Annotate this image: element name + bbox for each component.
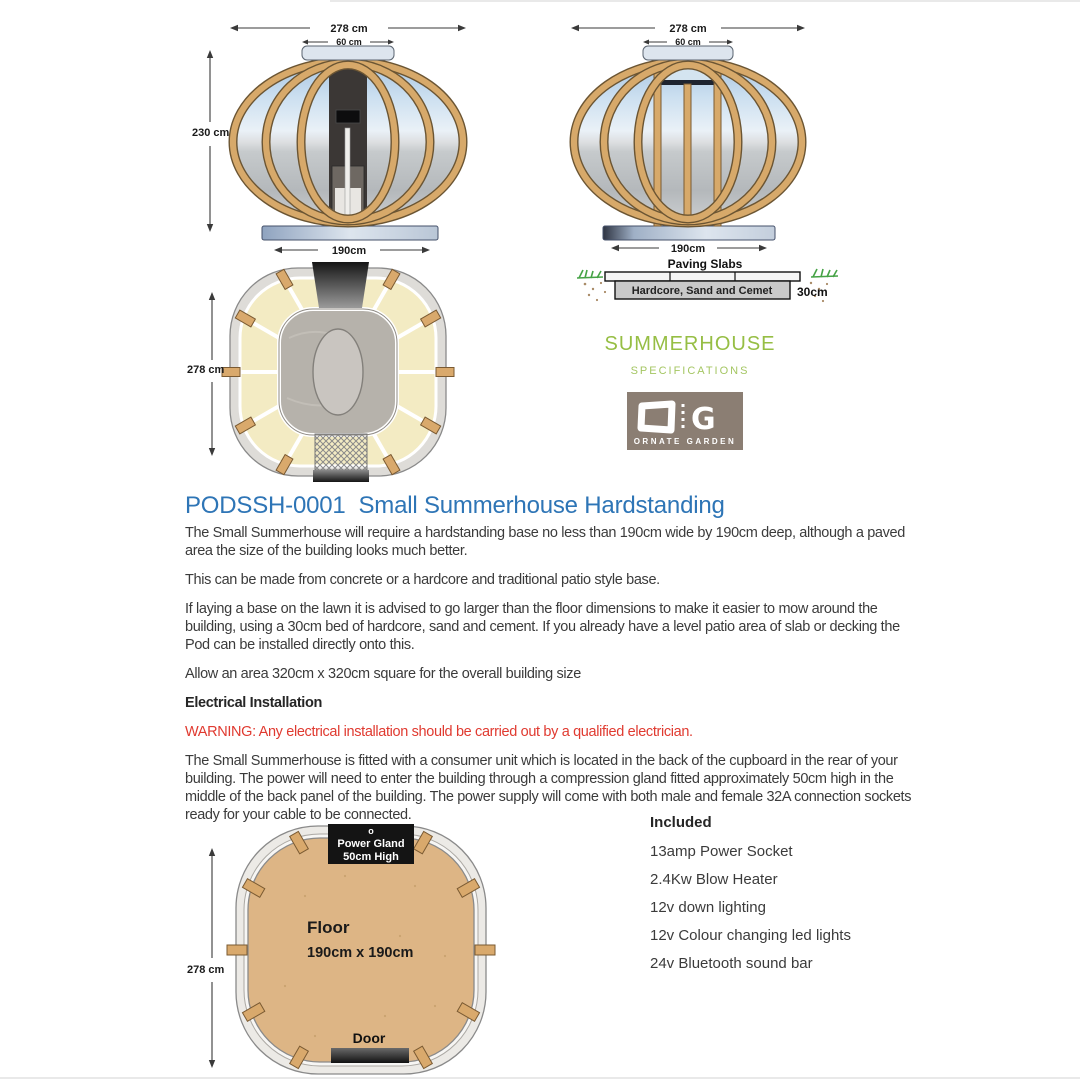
side-roof-label: 60 cm xyxy=(675,37,701,47)
entry-canopy xyxy=(312,262,369,308)
front-height-label: 230 cm xyxy=(192,127,230,139)
included-item: 13amp Power Socket xyxy=(650,843,793,860)
paving-slabs xyxy=(605,272,800,281)
electrical-warning: WARNING: Any electrical installation should be carried out by a qualified electrician. xyxy=(185,724,693,740)
plan-height-label: 278 cm xyxy=(187,364,225,376)
included-item: 12v Colour changing led lights xyxy=(650,927,851,944)
roof-cap xyxy=(302,46,394,60)
included-heading: Included xyxy=(650,814,712,831)
included-item: 2.4Kw Blow Heater xyxy=(650,871,778,888)
side-width-label: 278 cm xyxy=(669,23,707,35)
floor-dimensions xyxy=(187,848,225,1068)
grass-left xyxy=(577,270,603,278)
front-pod-drawing xyxy=(233,46,463,240)
page-bottom-edge xyxy=(0,1077,1080,1079)
base-plate xyxy=(262,226,438,240)
gland-label-line2: 50cm High xyxy=(343,851,399,863)
logo-wordmark: ORNATE GARDEN xyxy=(633,437,737,446)
floor-height-label: 278 cm xyxy=(187,964,225,976)
page-top-edge xyxy=(330,0,1080,2)
figure-floor-plan xyxy=(185,816,505,1080)
depth-label: 30cm xyxy=(797,285,828,299)
plan-drawing xyxy=(222,262,454,482)
plan-dimensions xyxy=(187,292,225,456)
roof-cap xyxy=(643,46,733,60)
figure-front-elevation xyxy=(190,20,470,265)
front-width-label: 278 cm xyxy=(330,23,368,35)
electrical-installation-heading: Electrical Installation xyxy=(185,695,322,711)
document-heading: PODSSH-0001 Small Summerhouse Hardstanding xyxy=(185,492,725,519)
floor-label: Floor xyxy=(307,918,350,937)
paragraph-base-material: This can be made from concrete or a hardcore and traditional patio style base. xyxy=(185,572,660,588)
included-list xyxy=(650,814,930,983)
paragraph-area-allowance: Allow an area 320cm x 320cm square for the overall building size xyxy=(185,666,581,682)
front-roof-label: 60 cm xyxy=(336,37,362,47)
figure-side-elevation xyxy=(555,20,815,265)
floor-drawing xyxy=(227,824,495,1074)
brand-subtitle: SPECIFICATIONS xyxy=(630,365,750,377)
figure-plan-view xyxy=(185,258,505,491)
ornate-garden-logo xyxy=(627,392,743,455)
included-item: 24v Bluetooth sound bar xyxy=(650,955,813,972)
gland-dot: o xyxy=(368,826,374,836)
included-item: 12v down lighting xyxy=(650,899,766,916)
base-plate xyxy=(603,226,775,240)
paragraph-lawn-base: If laying a base on the lawn it is advised to go larger than the floor dimensions to make it easier to mow around the building, using a 30cm bed of hardcore, sand and cement. If you already have a level patio area of slab or decking the Pod can be installed directly onto this. xyxy=(185,601,900,653)
door-strip xyxy=(331,1048,409,1063)
door-mat xyxy=(315,434,367,470)
figure-foundation-detail xyxy=(575,256,840,311)
front-base-label: 190cm xyxy=(331,245,367,257)
logo-g-glyph: G xyxy=(691,402,716,437)
door-shadow xyxy=(313,470,369,482)
side-pod-drawing xyxy=(574,46,802,240)
paving-slabs-label: Paving Slabs xyxy=(667,257,743,271)
document-body xyxy=(185,524,912,835)
hardcore-label: Hardcore, Sand and Cemet xyxy=(631,285,773,297)
grass-right xyxy=(811,269,838,277)
side-base-label: 190cm xyxy=(670,243,706,255)
floor-size-label: 190cm x 190cm xyxy=(307,945,414,961)
door-label: Door xyxy=(352,1030,386,1046)
gland-label-line1: Power Gland xyxy=(337,838,405,850)
paragraph-base-requirement: The Small Summerhouse will require a hardstanding base no less than 190cm wide by 190cm deep, although a paved area the size of the building looks much better. xyxy=(185,525,905,559)
brand-title: SUMMERHOUSE xyxy=(604,333,776,355)
paragraph-consumer-unit: The Small Summerhouse is fitted with a consumer unit which is located in the back of the cupboard in the rear of your building. The power will need to enter the building through a compression gland fitted approximately 50cm high in the middle of the back panel of the building. The power supply will come with both male and female 32A connection sockets ready for your cable to be connected. xyxy=(185,753,912,823)
